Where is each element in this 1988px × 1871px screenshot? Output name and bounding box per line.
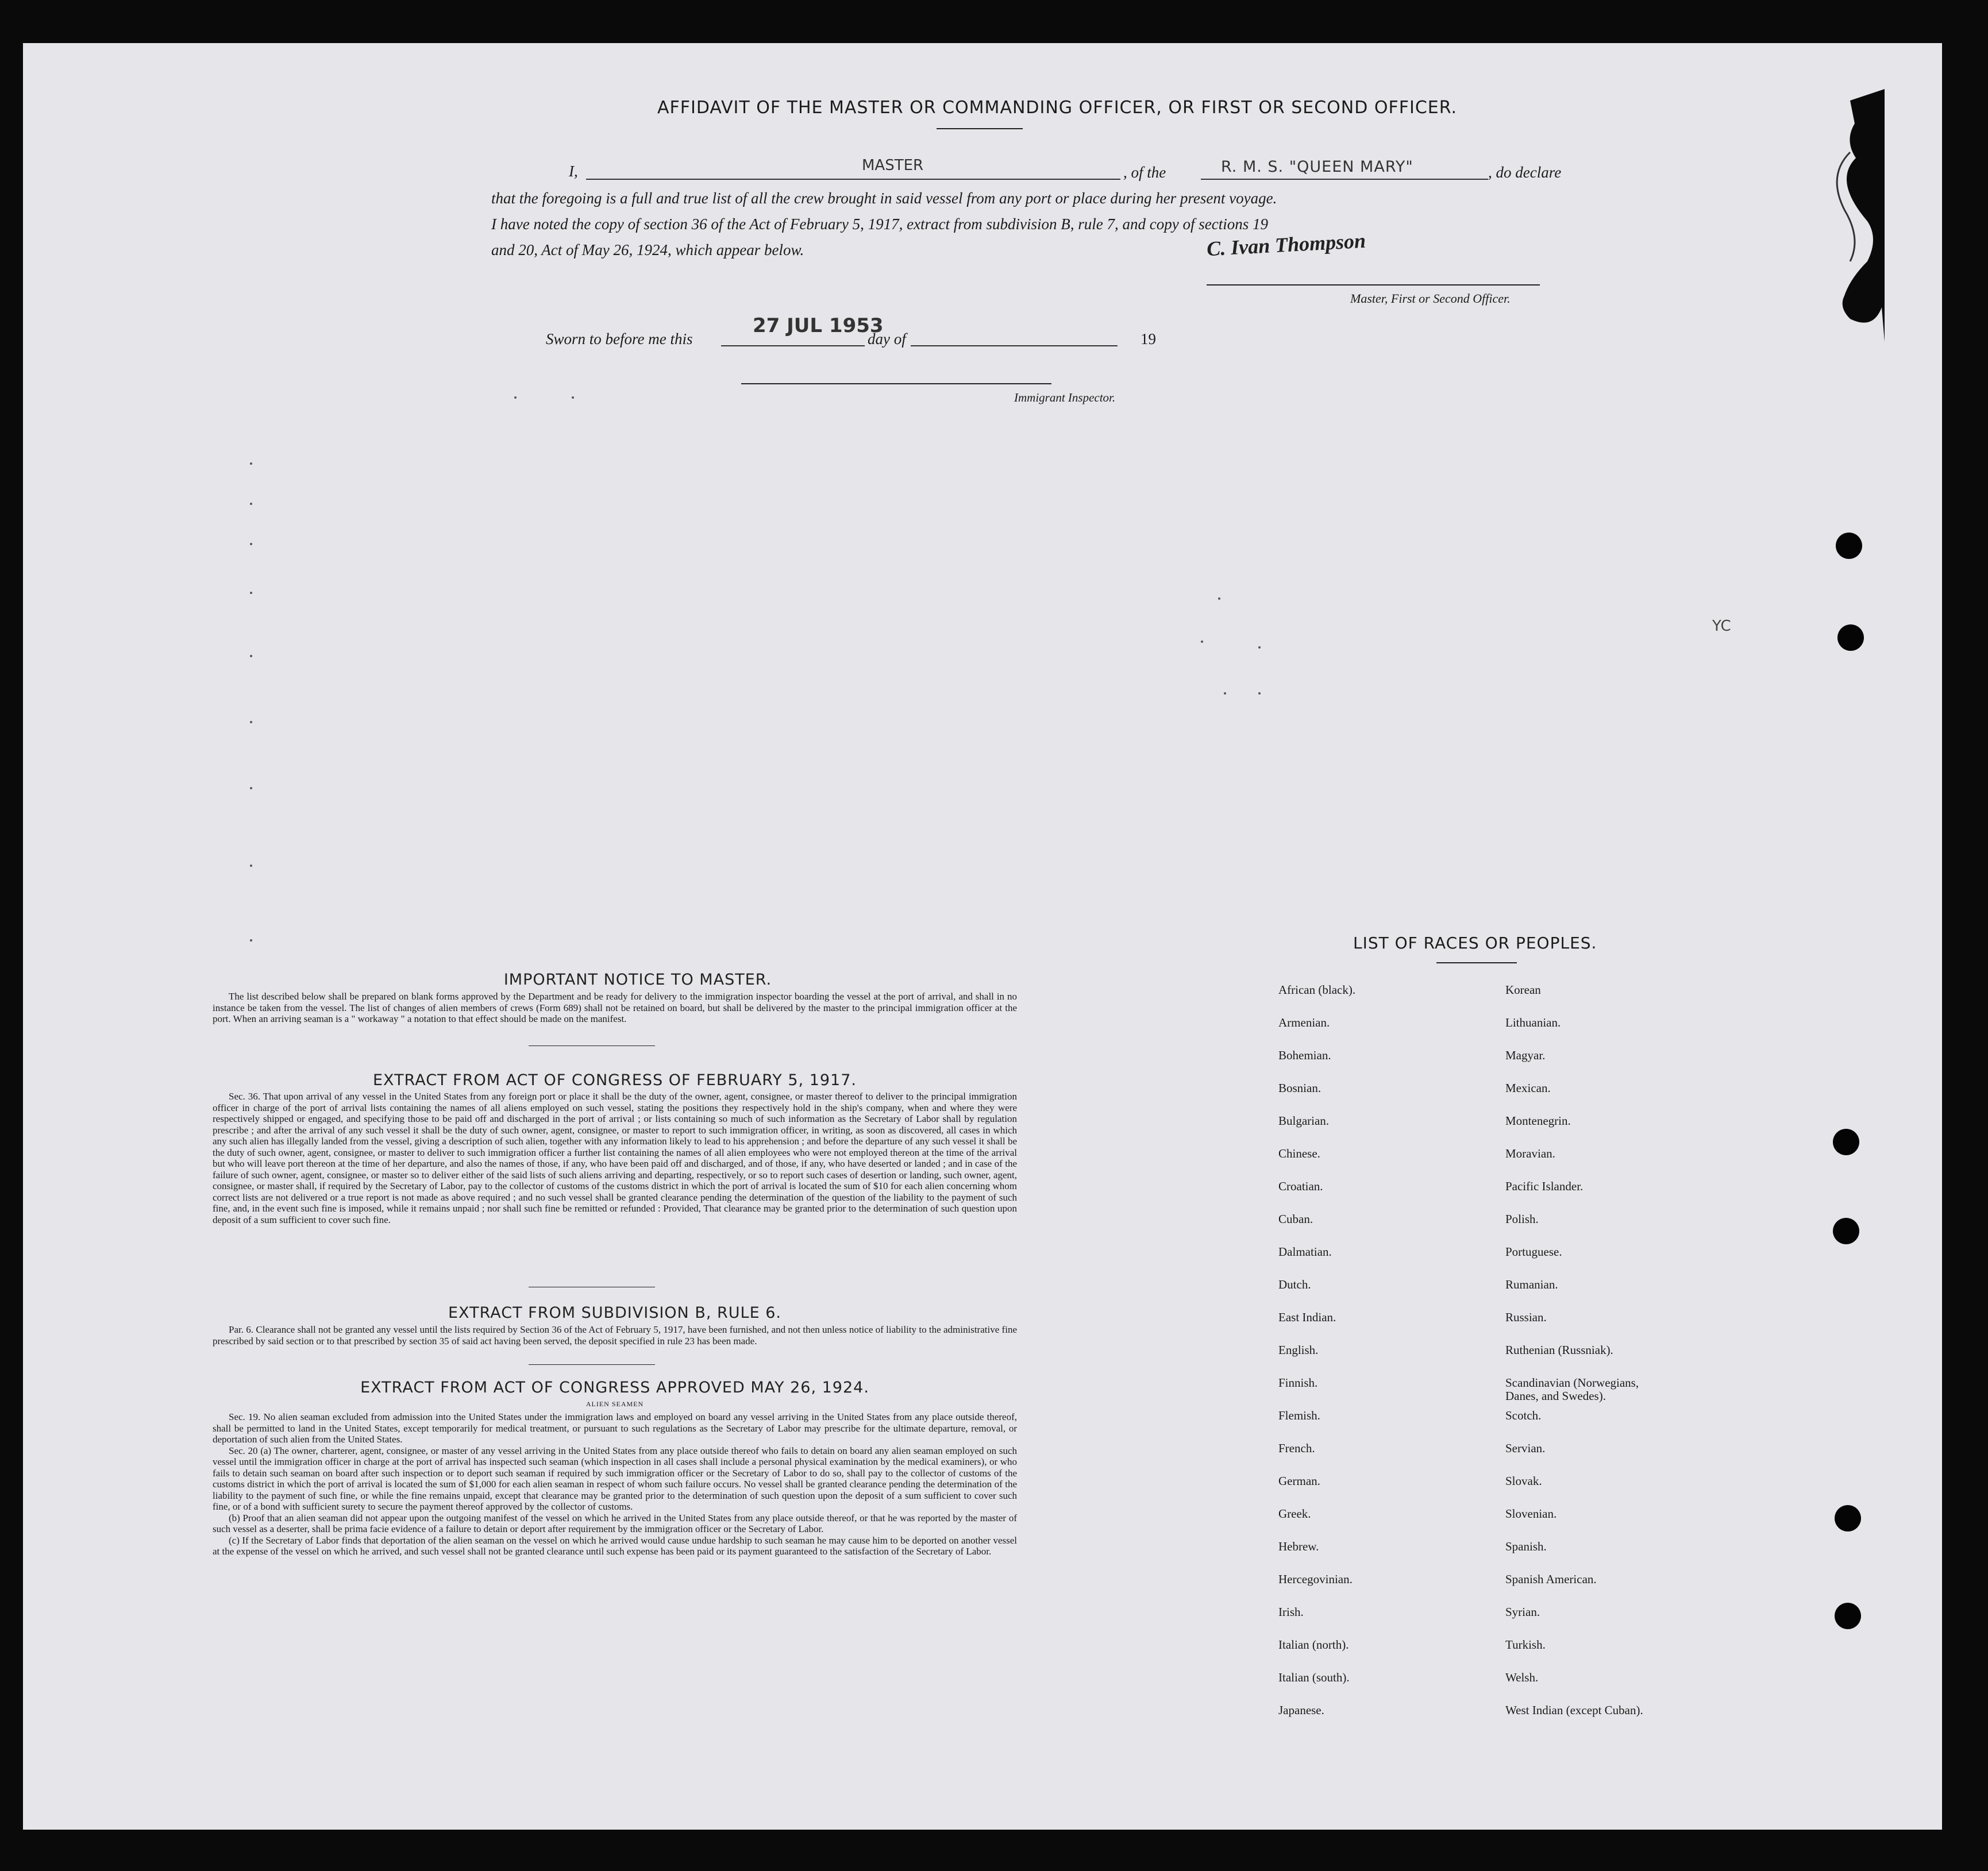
vessel-stamp: R. M. S. "QUEEN MARY" [1221,158,1413,176]
punch-hole [1835,1603,1861,1629]
i-label: I, [569,163,578,180]
punch-hole [1835,1505,1861,1531]
vessel-name-field [1201,179,1488,180]
subdivision-rule [529,1364,655,1365]
sec-20c-para: (c) If the Secretary of Labor finds that deportation of the alien seaman on the vessel on which he arrived would cause undue hardship to such seaman he may cause him to be deported on another vessel at the expense of the vessel on which he arrived, and such vessel shall not be granted clearance until such expense has been paid or its payment guaranteed to the satisfaction of the Secretary of Labor. [213,1534,1017,1557]
sec-20b-para: (b) Proof that an alien seaman did not appear upon the outgoing manifest of the vessel on which he arrived in the United States from any place outside thereof, or that he was reported by the master of such vessel as a deserter, shall be prima facie evidence of a failure to detain or deport after requirement by the immigration officer or the Secretary of Labor. [213,1512,1017,1534]
left-race-item: Hercegovinian. [1278,1572,1353,1586]
left-race-item: Cuban. [1278,1212,1313,1226]
punch-hole [1837,624,1864,651]
left-race-item: French. [1278,1441,1315,1455]
left-race-item: Irish. [1278,1605,1304,1619]
right-race-item: Syrian. [1505,1605,1540,1619]
right-race-item: Slovenian. [1505,1507,1557,1521]
extract-1917-heading: EXTRACT FROM ACT OF CONGRESS OF FEBRUARY 5, 1917. [373,1071,857,1089]
document-page [23,43,1942,1830]
right-race-item: West Indian (except Cuban). [1505,1703,1643,1717]
left-race-item: Italian (south). [1278,1671,1350,1684]
right-race-item: Rumanian. [1505,1278,1558,1291]
left-race-item: Finnish. [1278,1376,1318,1390]
right-race-item: Mexican. [1505,1081,1551,1095]
right-race-item: Portuguese. [1505,1245,1562,1259]
left-race-item: Hebrew. [1278,1540,1319,1553]
right-race-item: Moravian. [1505,1147,1555,1160]
right-race-item: Lithuanian. [1505,1016,1561,1029]
sworn-label: Sworn to before me this [546,330,693,348]
do-declare-label: , do declare [1488,164,1562,181]
notice-text: The list described below shall be prepared on blank forms approved by the Department and be ready for delivery to the immigration inspector boarding the vessel at the port of arrival, and shall in no instance be taken from the vessel. The list of changes of alien members of crews (Form 689) shall not be retained on board, but shall be delivered by the master to the principal immigration officer at the port. When an arriving seaman is a " workaway " a notation to that effect should be made on the manifest. [213,991,1017,1024]
extract-1917-text: Sec. 36. That upon arrival of any vessel in the United States from any foreign port or place it shall be the duty of the owner, agent, consignee, or master thereof to deliver to the principal immigration officer in charge of the port of arrival lists containing the names of all aliens employed on such vessel, stating the positions they respectively hold in the ship's company, when and where they were respectively shipped or engaged, and specifying those to be paid off and discharged in the port of arrival ; or lists containing so much of such information as the Secretary of Labor shall by regulation prescribe ; and after the arrival of any such vessel it shall be the duty of such owner, agent, consignee, or master to report to such immigration officer, in writing, as soon as discovered, all cases in which any such alien has illegally landed from the vessel, giving a description of such alien, together with any information likely to lead to his apprehension ; and before the departure of any such vessel it shall be the duty of such owner, agent, consignee, or master to deliver to such immigration officer a further list containing the names of all alien employees who were not employed thereon at the time of the arrival but who will leave port thereon at the time of her departure, and also the names of those, if any, who have been paid off and discharged, and of those, if any, who have deserted or landed ; and in case of the failure of such owner, agent, consignee, or master so to deliver either of the said lists of such aliens arriving and departing, respectively, or so to report such cases of desertion or landing, such owner, agent, consignee, or master shall, if required by the Secretary of Labor, pay to the collector of customs of the customs district in which the port of arrival is located the sum of $10 for each alien concerning whom correct lists are not delivered or a true report is not made as above required ; and no such vessel shall be granted clearance pending the determination of the question of the liability to the payment of such fine, and, in the event such fine is imposed, while it remains unpaid ; nor shall such fine be remitted or refunded : Provided, That clearance may be granted prior to the determination of such question upon deposit of a sum sufficient to cover such fine. [213,1091,1017,1225]
signature-rule [1207,284,1540,286]
master-stamp: MASTER [862,157,924,174]
left-race-item: Bosnian. [1278,1081,1322,1095]
year-prefix: 19 [1141,330,1156,348]
left-race-item: Japanese. [1278,1703,1324,1717]
punch-hole [1833,1218,1859,1244]
day-of-label: day of [868,330,906,348]
punch-hole [1833,1129,1859,1155]
margin-mark: YC [1712,618,1731,635]
right-race-item: Polish. [1505,1212,1539,1226]
torn-edge-mark [1781,89,1885,342]
sworn-month-field [911,345,1118,346]
left-race-item: Italian (north). [1278,1638,1349,1652]
right-race-item: Ruthenian (Russniak). [1505,1343,1613,1357]
right-race-item: Scandinavian (Norwegians, Danes, and Swedes). [1505,1376,1639,1403]
left-race-item: Bohemian. [1278,1048,1331,1062]
right-race-item: Turkish. [1505,1638,1546,1652]
sec-19-para: Sec. 19. No alien seaman excluded from admission into the United States under the immigration laws and employed on board any vessel arriving in the United States from any place outside thereof, shall be permitted to land in the United States, except temporarily for medical treatment, or pursuant to such regulations as the Secretary of Labor may prescribe for the ultimate departure, removal, or deportation of such alien from the United States. [213,1411,1017,1445]
right-race-item: Servian. [1505,1441,1546,1455]
signature: C. Ivan Thompson [1206,229,1366,261]
affidavit-line-3: I have noted the copy of section 36 of the Act of February 5, 1917, extract from subdivision B, rule 7, and copy of sections 19 [491,215,1268,233]
left-race-item: Croatian. [1278,1179,1323,1193]
extract-1924-heading: EXTRACT FROM ACT OF CONGRESS APPROVED MAY 26, 1924. [360,1379,869,1397]
affidavit-line-2: that the foregoing is a full and true list of all the crew brought in said vessel from any port or place during her present voyage. [491,190,1277,207]
extract-1924-text [213,1411,1017,1557]
punch-hole [1836,533,1862,559]
sec-20a-para: Sec. 20 (a) The owner, charterer, agent, consignee, or master of any vessel arriving in the United States from any place outside thereof who fails to detain on board any alien seaman employed on such vessel until the immigration officer in charge at the port of arrival has inspected such seaman (which inspection in all cases shall include a personal physical examination by the medical examiners), or who fails to detain such seaman on board after such inspection or to deport such seaman if required by such immigration officer or the Secretary of Labor to do so, shall pay to the collector of customs of the customs district in which the port of arrival is located the sum of $1,000 for each alien seaman in respect of whom such failure occurs. No vessel shall be granted clearance pending the determination of the liability to the payment of such fine, or while the fine remains unpaid, except that clearance may be granted prior to the determination of such question upon the deposit of a sum sufficient to cover such fine, or of a bond with sufficient surety to secure the payment thereof approved by the collector of customs. [213,1445,1017,1512]
inspector-rule [741,383,1051,384]
title-rule [937,128,1023,129]
races-heading: LIST OF RACES OR PEOPLES. [1353,933,1597,952]
subdivision-heading: EXTRACT FROM SUBDIVISION B, RULE 6. [448,1304,781,1322]
signature-caption: Master, First or Second Officer. [1350,291,1511,306]
right-race-item: Spanish. [1505,1540,1547,1553]
left-race-item: Flemish. [1278,1409,1320,1422]
right-race-item: Montenegrin. [1505,1114,1571,1128]
left-race-item: English. [1278,1343,1319,1357]
date-stamp: 27 JUL 1953 [753,314,884,337]
right-race-item: Slovak. [1505,1474,1542,1488]
left-race-item: East Indian. [1278,1310,1336,1324]
subdivision-text: Par. 6. Clearance shall not be granted any vessel until the lists required by Section 36 of the Act of February 5, 1917, have been furnished, and not then unless notice of liability to the administrative fine prescribed by said section or to that prescribed by section 35 of said act having been served, the deposit specified in rule 23 has been made. [213,1324,1017,1347]
right-race-item: Pacific Islander. [1505,1179,1584,1193]
right-race-item: Spanish American. [1505,1572,1597,1586]
left-race-item: Dutch. [1278,1278,1311,1291]
left-race-item: German. [1278,1474,1320,1488]
races-rule [1436,962,1517,963]
left-race-item: Greek. [1278,1507,1311,1521]
left-race-item: Dalmatian. [1278,1245,1332,1259]
extract-1924-subheading: ALIEN SEAMEN [585,1400,644,1408]
left-race-item: African (black). [1278,983,1356,997]
sworn-day-field [721,345,865,346]
right-race-item: Magyar. [1505,1048,1546,1062]
left-race-item: Bulgarian. [1278,1114,1330,1128]
master-name-field [586,179,1120,180]
notice-heading: IMPORTANT NOTICE TO MASTER. [503,971,772,989]
affidavit-line-4: and 20, Act of May 26, 1924, which appear below. [491,241,804,259]
right-race-item: Scotch. [1505,1409,1542,1422]
inspector-caption: Immigrant Inspector. [1014,391,1116,404]
right-race-item: Russian. [1505,1310,1547,1324]
of-the-label: , of the [1123,164,1166,181]
right-race-item: Welsh. [1505,1671,1539,1684]
left-race-item: Armenian. [1278,1016,1330,1029]
left-race-item: Chinese. [1278,1147,1320,1160]
affidavit-title: AFFIDAVIT OF THE MASTER OR COMMANDING OFFICER, OR FIRST OR SECOND OFFICER. [657,98,1458,118]
right-race-item: Korean [1505,983,1541,997]
